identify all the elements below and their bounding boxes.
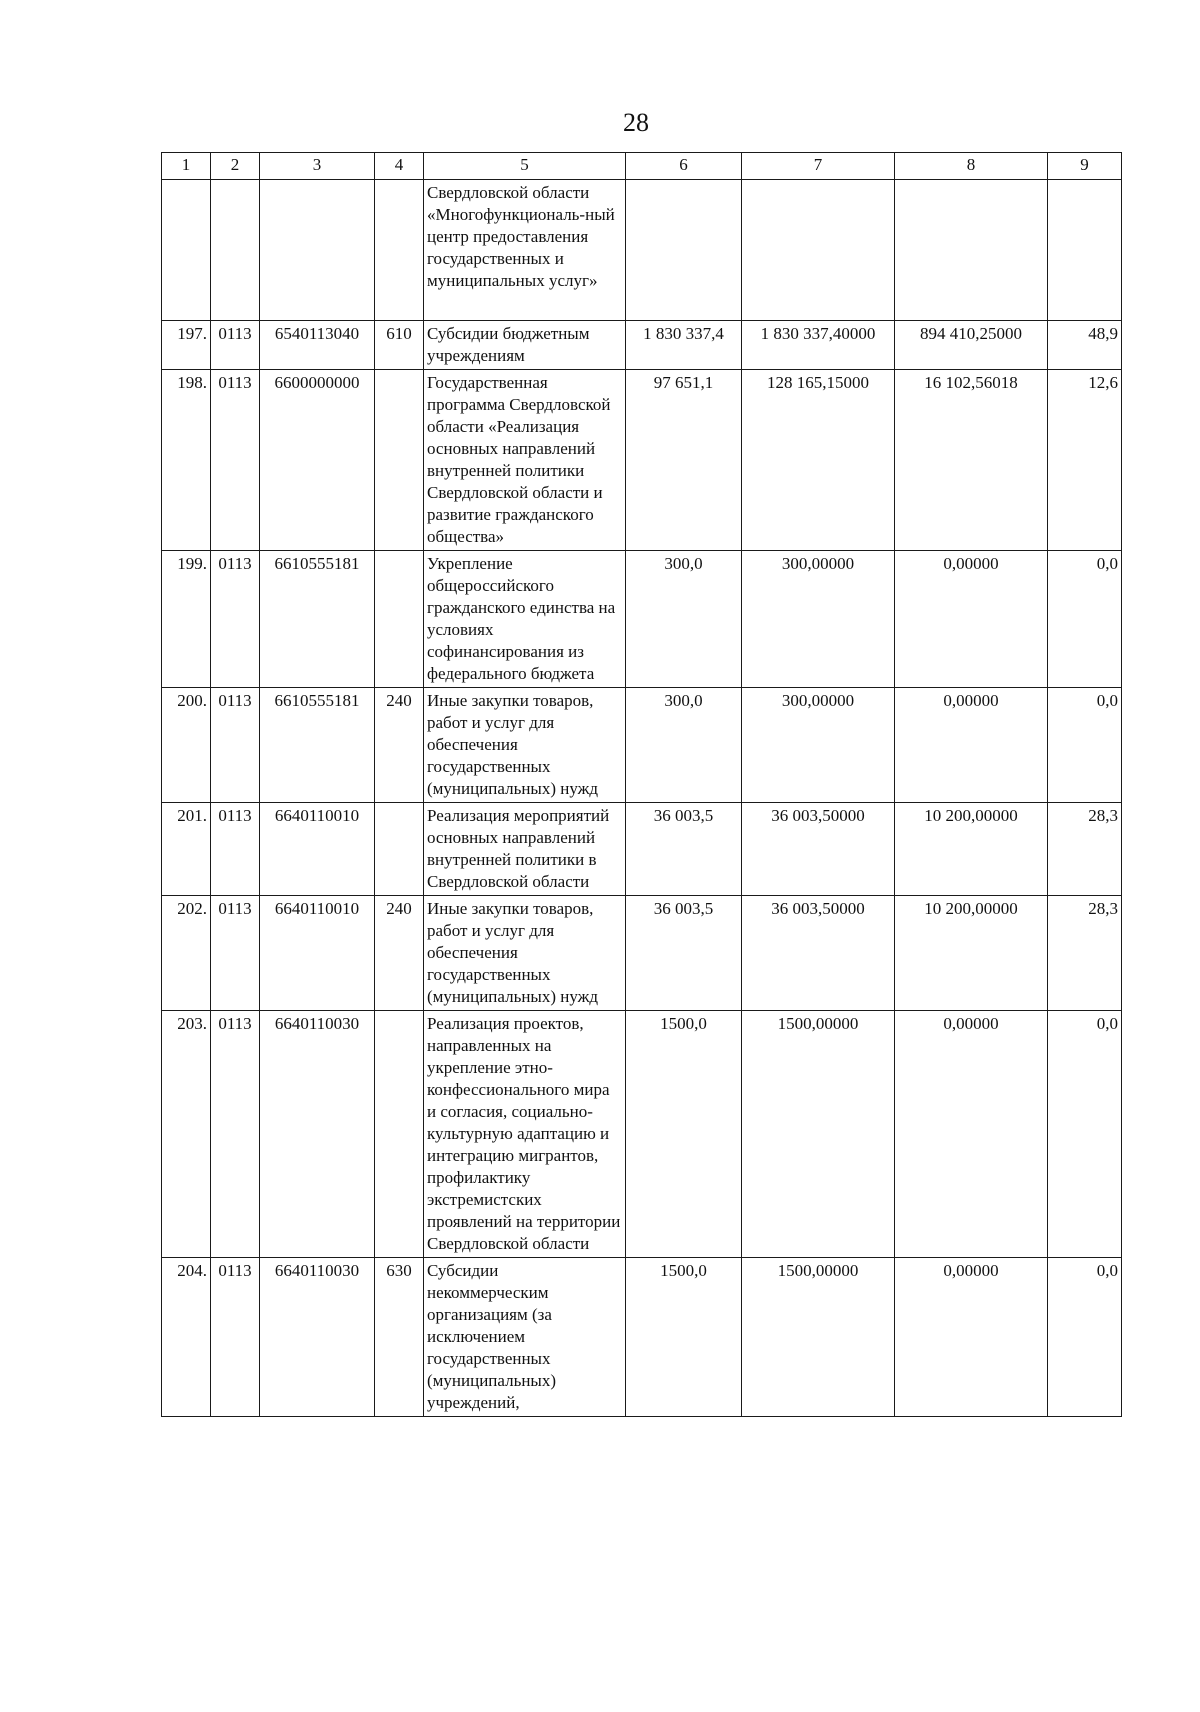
percent-cell: 0,0 — [1048, 1258, 1122, 1417]
percent-cell: 0,0 — [1048, 551, 1122, 688]
executed-cell — [895, 180, 1048, 321]
budget-table — [161, 152, 1122, 1417]
planned-cell: 300,00000 — [742, 551, 895, 688]
expense-name-cell: Иные закупки товаров, работ и услуг для обеспечения государственных (муниципальных) нужд — [424, 688, 626, 803]
row-number-cell: 204. — [162, 1258, 211, 1417]
planned-cell: 1 830 337,40000 — [742, 321, 895, 370]
section-cell: 0113 — [211, 321, 260, 370]
row-number-cell: 197. — [162, 321, 211, 370]
expense-type-cell — [375, 803, 424, 896]
percent-cell: 28,3 — [1048, 803, 1122, 896]
expense-type-cell: 240 — [375, 688, 424, 803]
target-article-cell: 6600000000 — [260, 370, 375, 551]
planned-cell — [742, 180, 895, 321]
table-header-row — [162, 153, 1122, 180]
table-row — [162, 321, 1122, 370]
section-cell: 0113 — [211, 1258, 260, 1417]
expense-type-cell: 240 — [375, 896, 424, 1011]
table-row — [162, 803, 1122, 896]
expense-name-cell: Иные закупки товаров, работ и услуг для обеспечения государственных (муниципальных) нужд — [424, 896, 626, 1011]
target-article-cell: 6610555181 — [260, 551, 375, 688]
executed-cell: 0,00000 — [895, 551, 1048, 688]
expense-type-cell — [375, 180, 424, 321]
target-article-cell: 6640110030 — [260, 1258, 375, 1417]
header-cell: 4 — [375, 153, 424, 180]
percent-cell: 28,3 — [1048, 896, 1122, 1011]
percent-cell: 0,0 — [1048, 1011, 1122, 1258]
approved-cell: 300,0 — [626, 551, 742, 688]
approved-cell: 1500,0 — [626, 1258, 742, 1417]
row-number-cell: 202. — [162, 896, 211, 1011]
planned-cell: 1500,00000 — [742, 1258, 895, 1417]
planned-cell: 1500,00000 — [742, 1011, 895, 1258]
executed-cell: 0,00000 — [895, 1011, 1048, 1258]
expense-name-cell: Реализация мероприятий основных направлений внутренней политики в Свердловской области — [424, 803, 626, 896]
table-row — [162, 551, 1122, 688]
table-row — [162, 896, 1122, 1011]
section-cell: 0113 — [211, 370, 260, 551]
percent-cell: 12,6 — [1048, 370, 1122, 551]
expense-type-cell: 610 — [375, 321, 424, 370]
header-cell: 7 — [742, 153, 895, 180]
executed-cell: 894 410,25000 — [895, 321, 1048, 370]
row-number-cell: 200. — [162, 688, 211, 803]
approved-cell — [626, 180, 742, 321]
executed-cell: 0,00000 — [895, 688, 1048, 803]
percent-cell — [1048, 180, 1122, 321]
expense-name-cell: Субсидии некоммерческим организациям (за исключением государственных (муниципальных) учреждений, — [424, 1258, 626, 1417]
target-article-cell: 6640110030 — [260, 1011, 375, 1258]
target-article-cell: 6640110010 — [260, 803, 375, 896]
table-row — [162, 1258, 1122, 1417]
target-article-cell — [260, 180, 375, 321]
expense-type-cell — [375, 551, 424, 688]
target-article-cell: 6640110010 — [260, 896, 375, 1011]
section-cell: 0113 — [211, 803, 260, 896]
row-number-cell — [162, 180, 211, 321]
section-cell: 0113 — [211, 1011, 260, 1258]
expense-type-cell — [375, 370, 424, 551]
table-row — [162, 1011, 1122, 1258]
table-row — [162, 370, 1122, 551]
section-cell: 0113 — [211, 688, 260, 803]
target-article-cell: 6610555181 — [260, 688, 375, 803]
section-cell: 0113 — [211, 896, 260, 1011]
expense-name-cell: Реализация проектов, направленных на укрепление этно-конфессионального мира и согласия, социально-культурную адаптацию и интеграцию мигрантов, профилактику экстремистских проявлений на территории Свердловской области — [424, 1011, 626, 1258]
row-number-cell: 199. — [162, 551, 211, 688]
page-number: 28 — [623, 108, 649, 137]
header-cell: 5 — [424, 153, 626, 180]
header-cell: 3 — [260, 153, 375, 180]
row-number-cell: 201. — [162, 803, 211, 896]
header-cell: 2 — [211, 153, 260, 180]
approved-cell: 36 003,5 — [626, 896, 742, 1011]
section-cell: 0113 — [211, 551, 260, 688]
approved-cell: 1 830 337,4 — [626, 321, 742, 370]
expense-type-cell: 630 — [375, 1258, 424, 1417]
planned-cell: 36 003,50000 — [742, 803, 895, 896]
expense-name-cell: Свердловской области «Многофункциональ-ный центр предоставления государственных и муниципальных услуг» — [424, 180, 626, 321]
executed-cell: 10 200,00000 — [895, 803, 1048, 896]
section-cell — [211, 180, 260, 321]
planned-cell: 128 165,15000 — [742, 370, 895, 551]
planned-cell: 36 003,50000 — [742, 896, 895, 1011]
expense-name-cell: Субсидии бюджетным учреждениям — [424, 321, 626, 370]
approved-cell: 1500,0 — [626, 1011, 742, 1258]
approved-cell: 36 003,5 — [626, 803, 742, 896]
executed-cell: 10 200,00000 — [895, 896, 1048, 1011]
executed-cell: 16 102,56018 — [895, 370, 1048, 551]
table-row-continuation — [162, 180, 1122, 321]
row-number-cell: 198. — [162, 370, 211, 551]
expense-type-cell — [375, 1011, 424, 1258]
percent-cell: 48,9 — [1048, 321, 1122, 370]
approved-cell: 300,0 — [626, 688, 742, 803]
planned-cell: 300,00000 — [742, 688, 895, 803]
expense-name-cell: Государственная программа Свердловской области «Реализация основных направлений внутренней политики Свердловской области и развитие гражданского общества» — [424, 370, 626, 551]
header-cell: 6 — [626, 153, 742, 180]
expense-name-cell: Укрепление общероссийского гражданского единства на условиях софинансирования из федерального бюджета — [424, 551, 626, 688]
approved-cell: 97 651,1 — [626, 370, 742, 551]
header-cell: 1 — [162, 153, 211, 180]
percent-cell: 0,0 — [1048, 688, 1122, 803]
table-row — [162, 688, 1122, 803]
executed-cell: 0,00000 — [895, 1258, 1048, 1417]
header-cell: 8 — [895, 153, 1048, 180]
row-number-cell: 203. — [162, 1011, 211, 1258]
target-article-cell: 6540113040 — [260, 321, 375, 370]
header-cell: 9 — [1048, 153, 1122, 180]
